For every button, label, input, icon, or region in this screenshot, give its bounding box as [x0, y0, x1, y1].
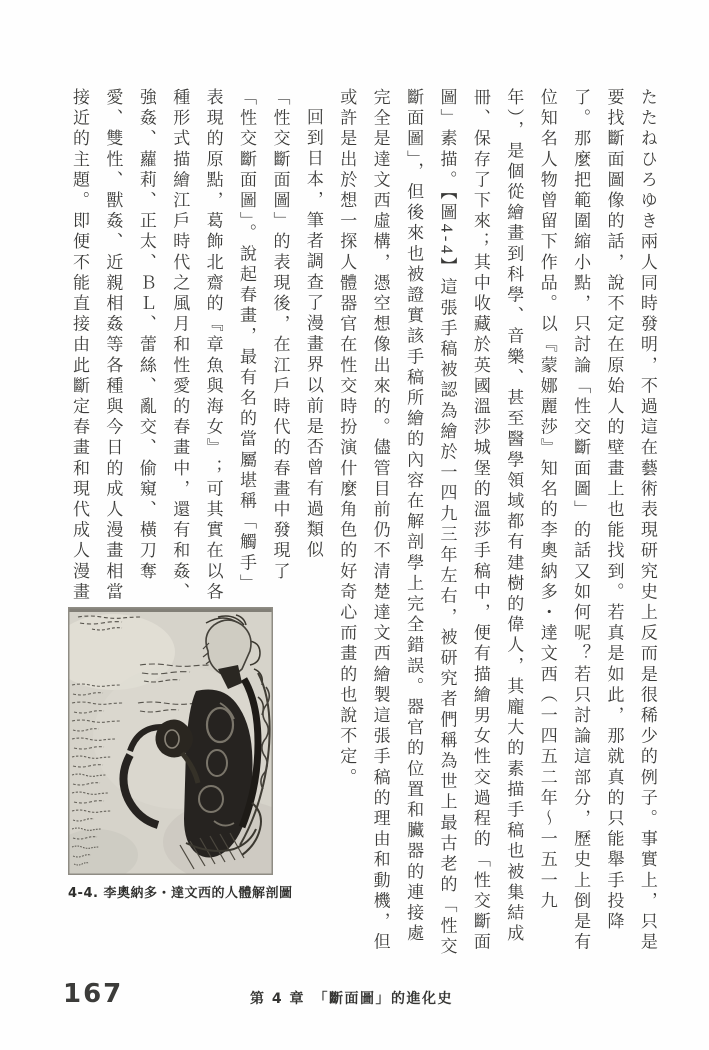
- text-column: 了。那麼把範圍縮小點，只討論「性交斷面圖」的話又如何呢？若只討論這部分，歷史上倒是有: [571, 88, 591, 954]
- text-column: 「性交斷面圖」。說起春畫，最有名的當屬堪稱「觸手」: [237, 88, 257, 595]
- chapter-footer: 第 4 章 「斷面圖」的進化史: [250, 991, 453, 1007]
- davinci-sketch-image: [68, 607, 273, 875]
- text-column: 表現的原點，葛飾北齋的『章魚與海女』；可其實在以各: [203, 88, 223, 603]
- text-column: 接近的主題。即便不能直接由此斷定春畫和現代成人漫畫: [70, 88, 89, 603]
- figure-caption: 4-4. 李奧納多・達文西的人體解剖圖: [68, 886, 293, 901]
- text-column: 種形式描繪江戶時代之風月和性愛的春畫中，還有和姦、: [170, 88, 190, 603]
- text-column: 回到日本，筆者調查了漫畫界以前是否曾有過類似: [303, 108, 323, 562]
- text-column: 強姦、蘿莉、正太、ＢＬ、蕾絲、亂交、偷窺、橫刀奪: [136, 88, 156, 583]
- text-column: 斷面圖」，但後來也被證實該手稿所繪的內容在解剖學上完全錯誤。器官的位置和臟器的連接處: [404, 88, 424, 945]
- text-column: 圖」素描。【圖4-4】這張手稿被認為繪於一四九三年左右，被研究者們稱為世上最古老的「性交: [437, 88, 457, 958]
- text-column: 或許是出於想一探人體器官在性交時扮演什麼角色的好奇心而畫的也說不定。: [337, 88, 357, 789]
- text-column: 位知名人物曾留下作品。以『蒙娜麗莎』知名的李奧納多・達文西（一四五二年～一五一九: [537, 88, 557, 912]
- text-column: 「性交斷面圖」的表現後，在江戶時代的春畫中發現了: [270, 88, 290, 583]
- text-column: 要找斷面圖像的話，說不定在原始人的壁畫上也能找到。若真是如此，那就真的只能舉手投降: [604, 88, 624, 933]
- figure-davinci-anatomy: [68, 607, 273, 875]
- text-column: たたねひろゆき兩人同時發明，不過這在藝術表現研究史上反而是很稀少的例子。事實上，只是: [637, 88, 657, 954]
- text-column: 年），是個從繪畫到科學、音樂、甚至醫學領域都有建樹的偉人，其龐大的素描手稿也被集結成: [504, 88, 524, 945]
- text-column: 愛、雙性、獸姦、近親相姦等各種與今日的成人漫畫相當: [103, 88, 123, 603]
- text-column: 冊、保存了下來；其中收藏於英國溫莎城堡的溫莎手稿中，便有描繪男女性交過程的「性交斷面: [470, 88, 490, 954]
- text-column: 完全是達文西虛構，憑空想像出來的。儘管目前仍不清楚達文西繪製這張手稿的理由和動機，但: [370, 88, 390, 954]
- page-number: 167: [63, 979, 124, 1009]
